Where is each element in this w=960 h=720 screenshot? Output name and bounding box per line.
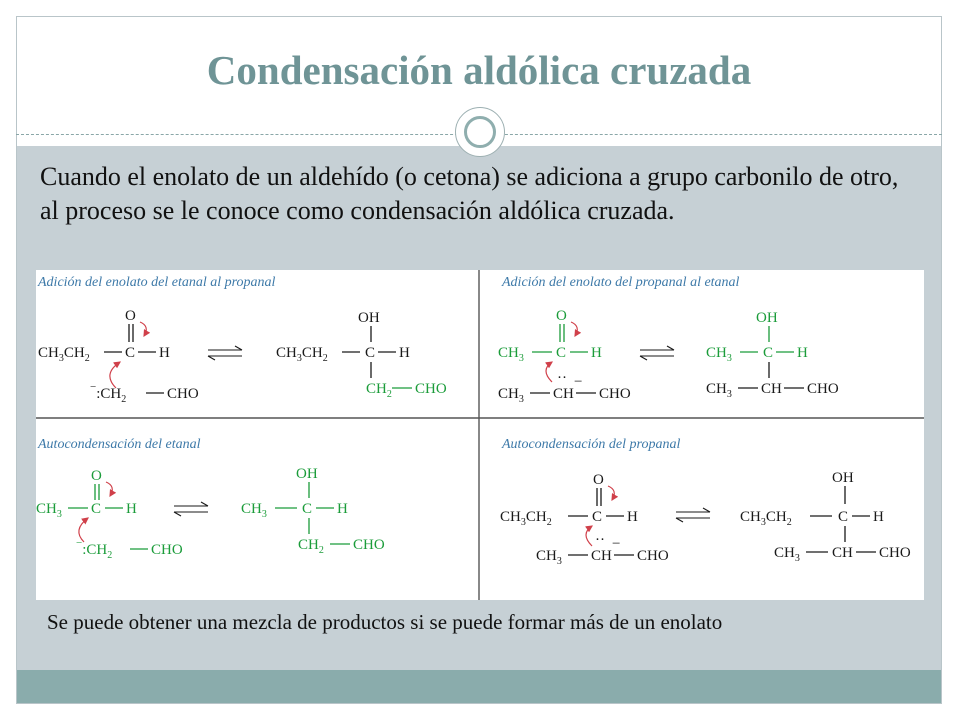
svg-text:H: H <box>873 509 884 525</box>
enolate-etanal-3 <box>76 518 183 561</box>
reactant-etanal-2 <box>498 308 602 364</box>
svg-text:O: O <box>125 308 136 324</box>
svg-text:CHO: CHO <box>879 545 911 561</box>
equilibrium-arrow-2 <box>640 346 674 360</box>
svg-text:C: C <box>763 345 774 361</box>
reaction-figure <box>36 270 924 600</box>
svg-text:CHO: CHO <box>599 386 631 402</box>
svg-text:CH3: $CH_3$ <box>498 345 524 364</box>
svg-text:−: − <box>612 536 621 552</box>
product-aldol-4 <box>740 470 911 564</box>
reactant-propanal-1 <box>38 308 170 364</box>
svg-text:H: H <box>627 509 638 525</box>
svg-text:O: O <box>593 472 604 488</box>
product-aldol-1 <box>276 310 447 400</box>
enolate-propanal-4 <box>536 526 669 567</box>
svg-text:CH3CH2: $CH_3CH_2$ <box>740 509 792 528</box>
svg-text:CH3: $CH_3$ <box>241 501 267 520</box>
svg-text:C: C <box>125 345 136 361</box>
svg-text:OH: OH <box>832 470 854 486</box>
ring-inner <box>464 116 496 148</box>
svg-text:C: C <box>556 345 567 361</box>
panel-caption-4: Autocondensación del propanal <box>502 437 681 452</box>
enolate-etanal-1 <box>90 362 199 405</box>
svg-text:CH3: $CH_3$ <box>774 545 800 564</box>
svg-text:CH3CH2: $CH_3CH_2$ <box>276 345 328 364</box>
svg-text:CHO: CHO <box>353 537 385 553</box>
svg-text:O: O <box>556 308 567 324</box>
svg-text:−: − <box>574 374 583 390</box>
svg-text:CH2: $CH_2$ <box>298 537 324 556</box>
svg-text:H: H <box>797 345 808 361</box>
svg-text:−:CH2: $^-:CH_2$ <box>76 537 113 561</box>
equilibrium-arrow-4 <box>676 508 710 522</box>
decorative-ring-icon <box>455 107 505 157</box>
svg-text:OH: OH <box>756 310 778 326</box>
svg-text:−:CH2: $^-:CH_2$ <box>90 381 127 405</box>
panel-caption-1: Adición del enolato del etanal al propanal <box>38 275 276 290</box>
svg-text:CH3: $CH_3$ <box>706 345 732 364</box>
svg-text:C: C <box>592 509 603 525</box>
svg-text:CH3: $CH_3$ <box>706 381 732 400</box>
equilibrium-arrow-3 <box>174 502 208 516</box>
svg-text:CHO: CHO <box>415 381 447 397</box>
reaction-figure-svg <box>36 270 924 600</box>
svg-text:CHO: CHO <box>151 542 183 558</box>
svg-text:CH3: $CH_3$ <box>498 386 524 405</box>
svg-text:OH: OH <box>358 310 380 326</box>
enolate-propanal-2 <box>498 362 631 405</box>
svg-text:C: C <box>91 501 102 517</box>
svg-text:CH: CH <box>591 548 612 564</box>
svg-text:CHO: CHO <box>167 386 199 402</box>
svg-text:C: C <box>838 509 849 525</box>
svg-text:H: H <box>159 345 170 361</box>
conclusion-text: Se puede obtener una mezcla de productos si se puede formar más de un enolato <box>47 610 723 634</box>
svg-text:C: C <box>302 501 313 517</box>
svg-text:H: H <box>337 501 348 517</box>
svg-text:O: O <box>91 468 102 484</box>
svg-text:OH: OH <box>296 466 318 482</box>
svg-text:H: H <box>126 501 137 517</box>
svg-text:CHO: CHO <box>637 548 669 564</box>
reactant-etanal-3 <box>36 468 137 520</box>
product-aldol-3 <box>241 466 385 556</box>
svg-text:CH3CH2: $CH_3CH_2$ <box>500 509 552 528</box>
svg-text:CH: CH <box>761 381 782 397</box>
svg-text:CHO: CHO <box>807 381 839 397</box>
slide-title: Condensación aldólica cruzada <box>206 47 752 93</box>
svg-text:··: ·· <box>595 532 605 548</box>
svg-text:CH3: $CH_3$ <box>536 548 562 567</box>
panel-caption-2: Adición del enolato del propanal al etanal <box>502 275 740 290</box>
svg-text:CH3: $CH_3$ <box>36 501 62 520</box>
svg-text:C: C <box>365 345 376 361</box>
svg-text:CH3CH2: $CH_3CH_2$ <box>38 345 90 364</box>
equilibrium-arrow-1 <box>208 346 242 360</box>
reactant-propanal-4 <box>500 472 638 528</box>
svg-text:H: H <box>399 345 410 361</box>
product-aldol-2 <box>706 310 839 400</box>
svg-text:CH: CH <box>832 545 853 561</box>
intro-text: Cuando el enolato de un aldehído (o cetona) se adiciona a grupo carbonilo de otro, al proceso se le conoce como condensación aldólica cruzada. <box>40 162 899 225</box>
svg-text:CH: CH <box>553 386 574 402</box>
svg-text:H: H <box>591 345 602 361</box>
svg-text:··: ·· <box>557 370 567 386</box>
svg-text:CH2: $CH_2$ <box>366 381 392 400</box>
panel-caption-3: Autocondensación del etanal <box>38 437 201 452</box>
